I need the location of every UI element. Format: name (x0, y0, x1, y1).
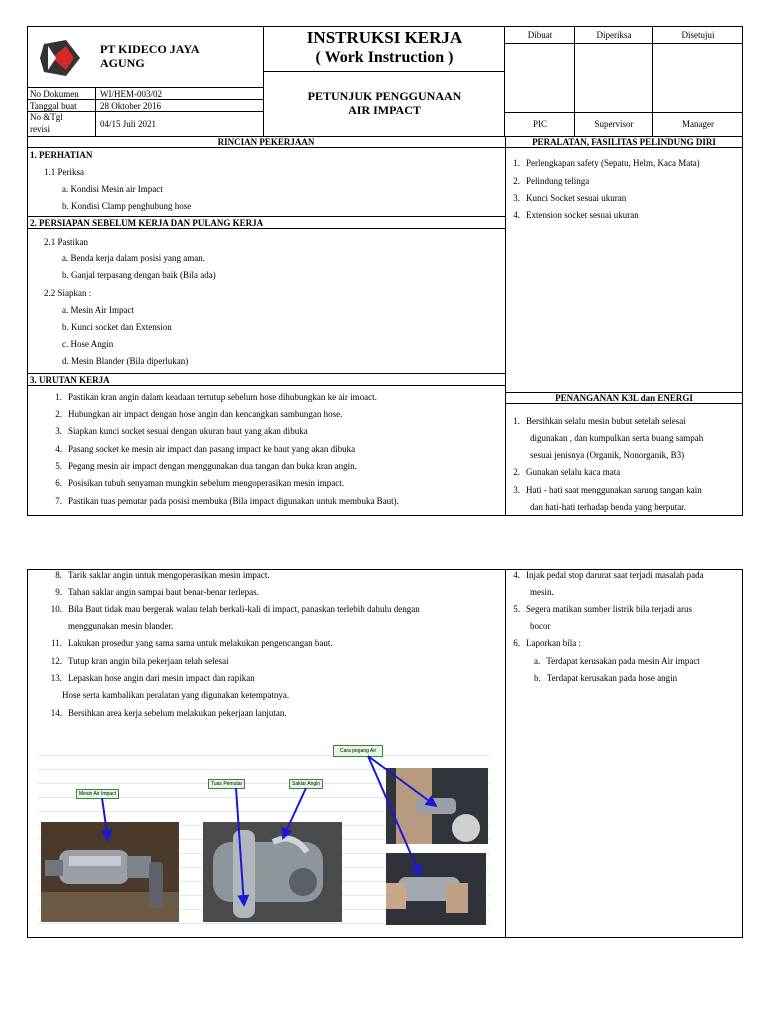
rincian-header: RINCIAN PEKERJAAN (217, 137, 315, 147)
urutan-item-9: 9. Tahan saklar angin sampai baut benar-benar terlepas. (55, 587, 259, 597)
sign-pic: PIC (532, 119, 547, 129)
siapkan-item-b: b. Kunci socket dan Extension (62, 322, 172, 332)
siapkan-item-a: a. Mesin Air Impact (62, 305, 134, 315)
doc-no-label: No Dokumen (30, 89, 79, 99)
k3l-item-6b: b. Terdapat kerusakan pada hose angin (534, 673, 678, 683)
periksa-heading: 1.1 Periksa (44, 167, 84, 177)
urutan-item-10: 10. Bila Baut tidak mau bergerak walau telah berkali-kali di impact, panaskan terlebih dahulu dengan (50, 604, 420, 614)
urutan-item-2: 2. Hubungkan air impact dengan hose angin dan kencangkan sambungan hose. (55, 409, 343, 419)
peralatan-item-4: 4. Extension socket sesuai ukuran (513, 210, 639, 220)
periksa-item-a: a. Kondisi Mesin air Impact (62, 184, 163, 194)
urutan-item-6: 6. Posisikan tubuh senyaman mungkin sebelum mengoperasikan mesin impact. (55, 478, 344, 488)
peralatan-item-3: 3. Kunci Socket sesuai ukuran (513, 193, 627, 203)
siapkan-item-d: d. Mesin Blander (Bila diperlukan) (62, 356, 189, 366)
urutan-item-14: 14. Bersihkan area kerja sebelum melakukan pekerjaan lanjutan. (50, 708, 287, 718)
urutan-item-10-cont: menggunakan mesin blander. (68, 621, 174, 631)
persiapan-heading: 2. PERSIAPAN SEBELUM KERJA DAN PULANG KERJA (30, 218, 264, 228)
doc-title: INSTRUKSI KERJA (306, 28, 463, 47)
label-tuas-pemutar: Tuas Pemutar (208, 779, 245, 789)
k3l-item-5-cont: bocor (530, 621, 551, 631)
peralatan-item-1: 1. Perlengkapan safety (Sepatu, Helm, Kaca Mata) (513, 158, 700, 168)
pastikan-heading: 2.1 Pastikan (44, 237, 88, 247)
sign-manager: Manager (682, 119, 714, 129)
sign-diperiksa: Diperiksa (596, 30, 632, 40)
sign-dibuat: Dibuat (527, 30, 553, 40)
siapkan-item-c: c. Hose Angin (62, 339, 114, 349)
doc-no-value: WI/HEM-003/02 (100, 89, 162, 99)
company-name: PT KIDECO JAYA AGUNG (100, 42, 199, 70)
sign-supervisor: Supervisor (594, 119, 634, 129)
date-value: 28 Oktober 2016 (100, 101, 161, 111)
k3l-item-3: 3. Hati - hati saat menggunakan sarung tangan kain (513, 485, 702, 495)
date-label: Tanggal buat (30, 101, 77, 111)
doc-subtitle-2: AIR IMPACT (348, 103, 421, 117)
k3l-item-5: 5. Segera matikan sumber listrik bila terjadi arus (513, 604, 692, 614)
k3l-item-2: 2. Gunakan selalu kaca mata (513, 467, 621, 477)
peralatan-item-2: 2. Pelindung telinga (513, 176, 590, 186)
k3l-item-4-cont: mesin. (530, 587, 554, 597)
k3l-item-4: 4. Injak pedal stop darurat saat terjadi masalah pada (513, 570, 704, 580)
k3l-item-1-cont-2: sesuai jenisnya (Organik, Nonorganik, B3) (530, 450, 685, 460)
urutan-heading: 3. URUTAN KERJA (30, 375, 110, 385)
perhatian-heading: 1. PERHATIAN (30, 150, 93, 160)
k3l-item-1: 1. Bersihkan selalu mesin bubut setelah selesai (513, 416, 686, 426)
pastikan-item-a: a. Benda kerja dalam posisi yang aman. (62, 253, 205, 263)
k3l-item-6: 6. Laporkan bila : (513, 638, 581, 648)
siapkan-heading: 2.2 Siapkan : (44, 288, 92, 298)
k3l-item-1-cont-1: digunakan , dan kumpulkan serta buang sampah (530, 433, 704, 443)
k3l-item-3-cont: dan hati-hati terhadap benda yang berputar. (530, 502, 686, 512)
pastikan-item-b: b. Ganjal terpasang dengan baik (Bila ada) (62, 270, 216, 280)
rev-label-1: No &Tgl (30, 112, 63, 122)
k3l-heading: PENANGANAN K3L dan ENERGI (555, 393, 693, 403)
sign-disetujui: Disetujui (681, 30, 715, 40)
urutan-item-7: 7. Pastikan tuas pemutar pada posisi membuka (Bila impact digunakan untuk membuka Baut). (55, 496, 399, 506)
urutan-item-3: 3. Siapkan kunci socket sesuai dengan ukuran baut yang akan dibuka (55, 426, 308, 436)
urutan-item-5: 5. Pegang mesin air impact dengan menggunakan dua tangan dan buka kran angin. (55, 461, 357, 471)
urutan-item-12: 12. Tutup kran angin bila pekerjaan telah selesai (50, 656, 229, 666)
periksa-item-b: b. Kondisi Clamp penghubung hose (62, 201, 192, 211)
urutan-item-1: 1. Pastikan kran angin dalam keadaan tertutup sebelum hose dihubungkan ke air imoact. (55, 392, 377, 402)
urutan-item-13: 13. Lepaskan hose angin dari mesin impact dan rapikan (50, 673, 255, 683)
doc-title-en: ( Work Instruction ) (315, 49, 454, 66)
urutan-item-11: 11. Lakukan prosedur yang sama sama untuk melakukan pengencangan baut. (51, 638, 333, 648)
urutan-item-8: 8. Tarik saklar angin untuk mengoperasikan mesin impact. (55, 570, 270, 580)
label-cara-pegang: Cara pegang Air (333, 745, 383, 757)
urutan-item-4: 4. Pasang socket ke mesin air impact dan pasang impact ke baut yang akan dibuka (55, 444, 356, 454)
doc-subtitle-1: PETUNJUK PENGGUNAAN (307, 89, 462, 103)
label-saklar-angin: Saklar Angin (289, 779, 323, 789)
rev-label-2: revisi (30, 124, 50, 134)
rev-value: 04/15 Juli 2021 (100, 119, 157, 129)
urutan-item-13-cont: Hose serta kambalikan peralatan yang digunakan ketempatnya. (62, 690, 290, 700)
peralatan-header: PERALATAN, FASILITAS PELINDUNG DIRI (532, 137, 716, 147)
k3l-item-6a: a. Terdapat kerusakan pada mesin Air impact (534, 656, 700, 666)
label-mesin-air-impact: Mesin Air Impact (76, 789, 119, 799)
